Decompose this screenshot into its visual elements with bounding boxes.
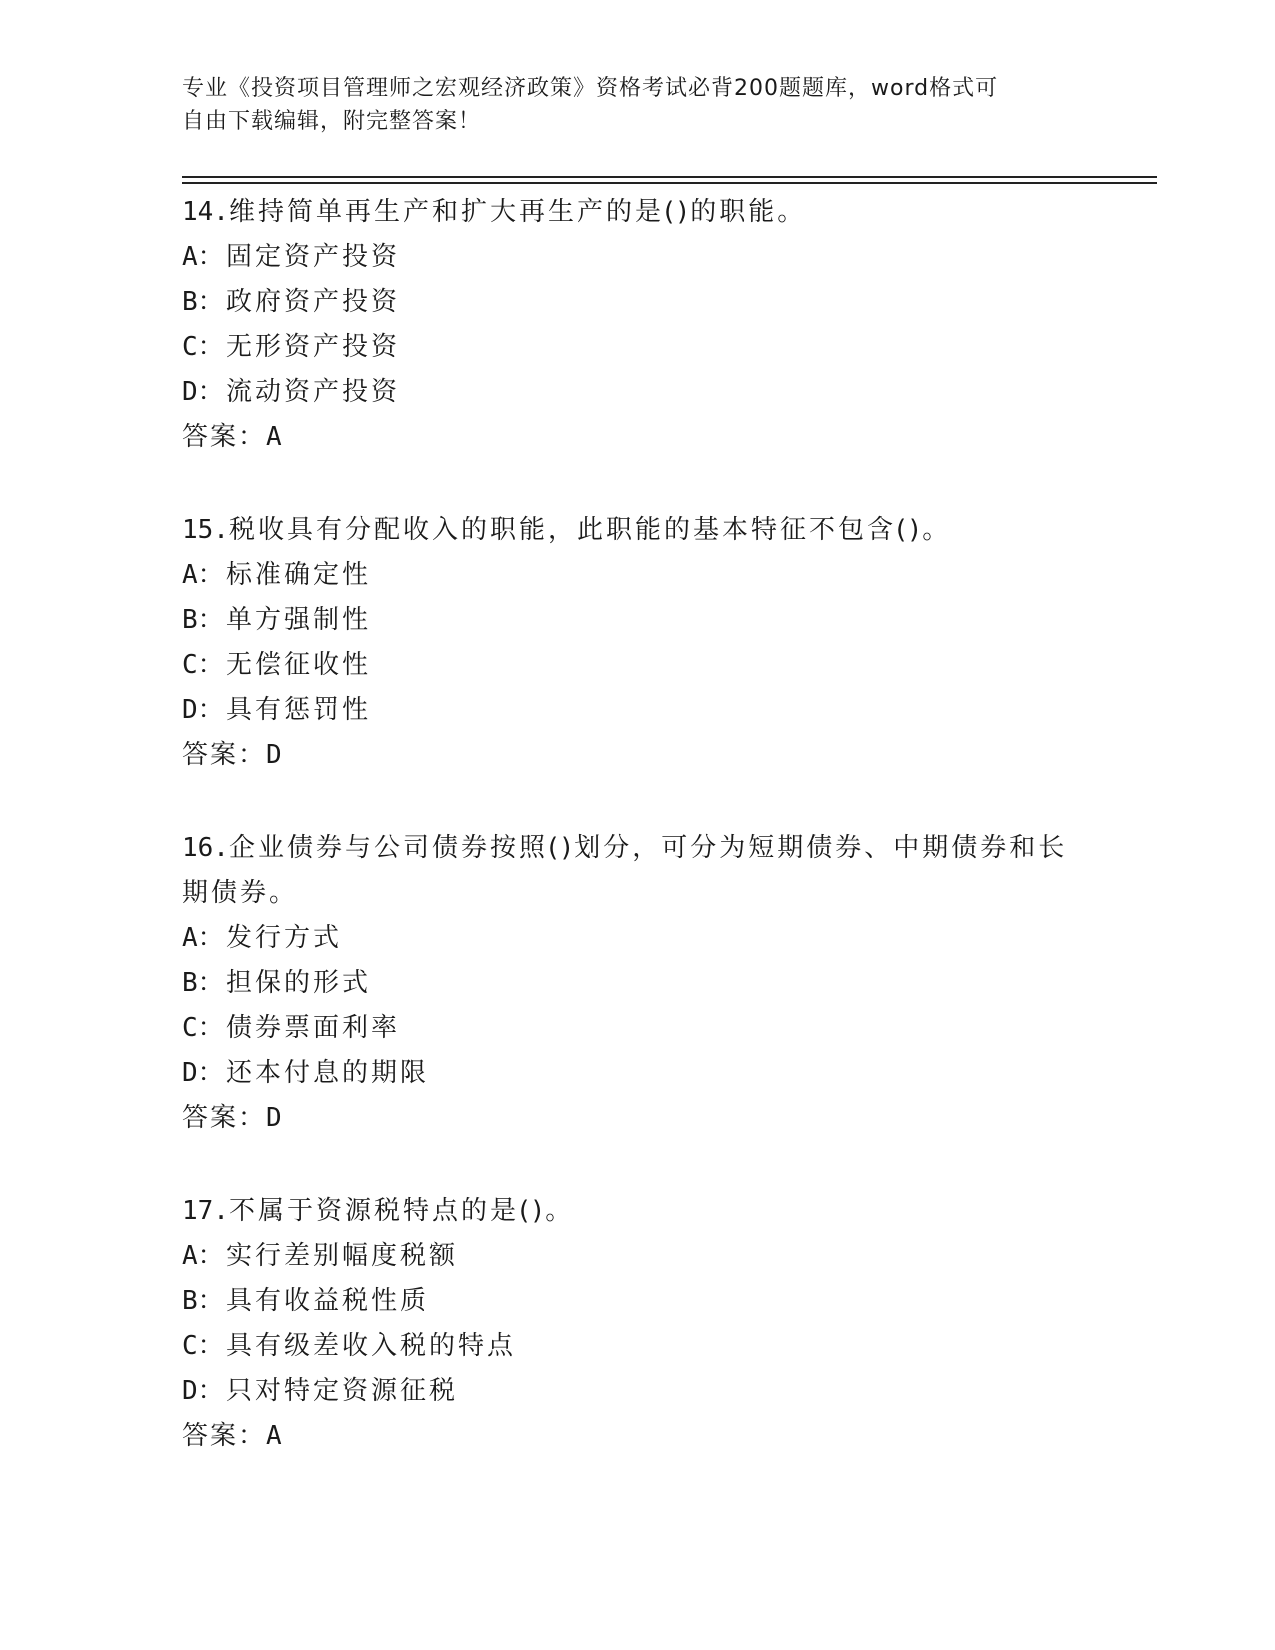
answer-label: 答案：	[182, 1103, 267, 1133]
question-14	[182, 190, 1072, 460]
question-number: 16.	[182, 833, 229, 863]
question-stem	[182, 826, 1072, 916]
option-text: 单方强制性	[226, 605, 372, 635]
option-text: 担保的形式	[226, 968, 372, 998]
option-c	[182, 643, 1072, 688]
answer-line	[182, 733, 1072, 778]
option-a	[182, 235, 1072, 280]
option-b	[182, 598, 1072, 643]
header-line-1: 专业《投资项目管理师之宏观经济政策》资格考试必背200题题库，word格式可	[182, 76, 999, 101]
option-text: 具有收益税性质	[226, 1286, 430, 1316]
option-c	[182, 1006, 1072, 1051]
answer-value: A	[266, 1421, 282, 1451]
question-text: 不属于资源税特点的是()。	[228, 1196, 575, 1226]
option-a	[182, 553, 1072, 598]
answer-value: D	[266, 740, 282, 770]
document-header	[182, 72, 1062, 138]
option-a	[182, 916, 1072, 961]
option-letter: B：	[182, 287, 224, 317]
option-text: 具有惩罚性	[226, 695, 372, 725]
option-b	[182, 280, 1072, 325]
option-text: 固定资产投资	[226, 242, 401, 272]
header-divider-top	[182, 176, 1157, 178]
header-line-2: 自由下载编辑，附完整答案！	[182, 109, 482, 134]
option-text: 实行差别幅度税额	[226, 1241, 459, 1271]
option-c	[182, 325, 1072, 370]
option-b	[182, 1279, 1072, 1324]
option-d	[182, 1369, 1072, 1414]
option-letter: C：	[182, 650, 224, 680]
question-text: 维持简单再生产和扩大再生产的是()的职能。	[228, 197, 807, 227]
option-letter: B：	[182, 605, 224, 635]
answer-line	[182, 1414, 1072, 1459]
question-number: 14.	[182, 197, 229, 227]
option-text: 还本付息的期限	[226, 1058, 430, 1088]
option-letter: D：	[182, 377, 224, 407]
option-text: 具有级差收入税的特点	[226, 1331, 517, 1361]
option-d	[182, 1051, 1072, 1096]
option-text: 只对特定资源征税	[226, 1376, 459, 1406]
option-c	[182, 1324, 1072, 1369]
option-d	[182, 370, 1072, 415]
question-number: 17.	[182, 1196, 229, 1226]
option-letter: D：	[182, 1058, 224, 1088]
question-15	[182, 508, 1072, 778]
option-text: 发行方式	[226, 923, 343, 953]
answer-line	[182, 415, 1072, 460]
question-text: 税收具有分配收入的职能，此职能的基本特征不包含()。	[228, 515, 952, 545]
question-number: 15.	[182, 515, 229, 545]
option-a	[182, 1234, 1072, 1279]
option-text: 流动资产投资	[226, 377, 401, 407]
option-text: 政府资产投资	[226, 287, 401, 317]
option-letter: C：	[182, 1331, 224, 1361]
option-letter: A：	[182, 923, 224, 953]
option-text: 无偿征收性	[226, 650, 372, 680]
option-d	[182, 688, 1072, 733]
question-17	[182, 1189, 1072, 1459]
option-text: 无形资产投资	[226, 332, 401, 362]
option-letter: A：	[182, 1241, 224, 1271]
option-letter: D：	[182, 1376, 224, 1406]
option-letter: C：	[182, 1013, 224, 1043]
option-letter: B：	[182, 1286, 224, 1316]
option-text: 标准确定性	[226, 560, 372, 590]
question-16	[182, 826, 1072, 1141]
question-stem	[182, 190, 1072, 235]
option-letter: C：	[182, 332, 224, 362]
answer-value: D	[266, 1103, 282, 1133]
question-list	[182, 190, 1072, 1507]
answer-line	[182, 1096, 1072, 1141]
option-letter: B：	[182, 968, 224, 998]
question-text: 企业债券与公司债券按照()划分，可分为短期债券、中期债券和长期债券。	[182, 833, 1068, 908]
answer-value: A	[266, 422, 282, 452]
question-stem	[182, 1189, 1072, 1234]
answer-label: 答案：	[182, 740, 267, 770]
option-letter: A：	[182, 560, 224, 590]
option-letter: A：	[182, 242, 224, 272]
answer-label: 答案：	[182, 422, 267, 452]
question-stem	[182, 508, 1072, 553]
answer-label: 答案：	[182, 1421, 267, 1451]
option-b	[182, 961, 1072, 1006]
header-divider-bottom	[182, 182, 1157, 184]
option-text: 债券票面利率	[226, 1013, 401, 1043]
option-letter: D：	[182, 695, 224, 725]
